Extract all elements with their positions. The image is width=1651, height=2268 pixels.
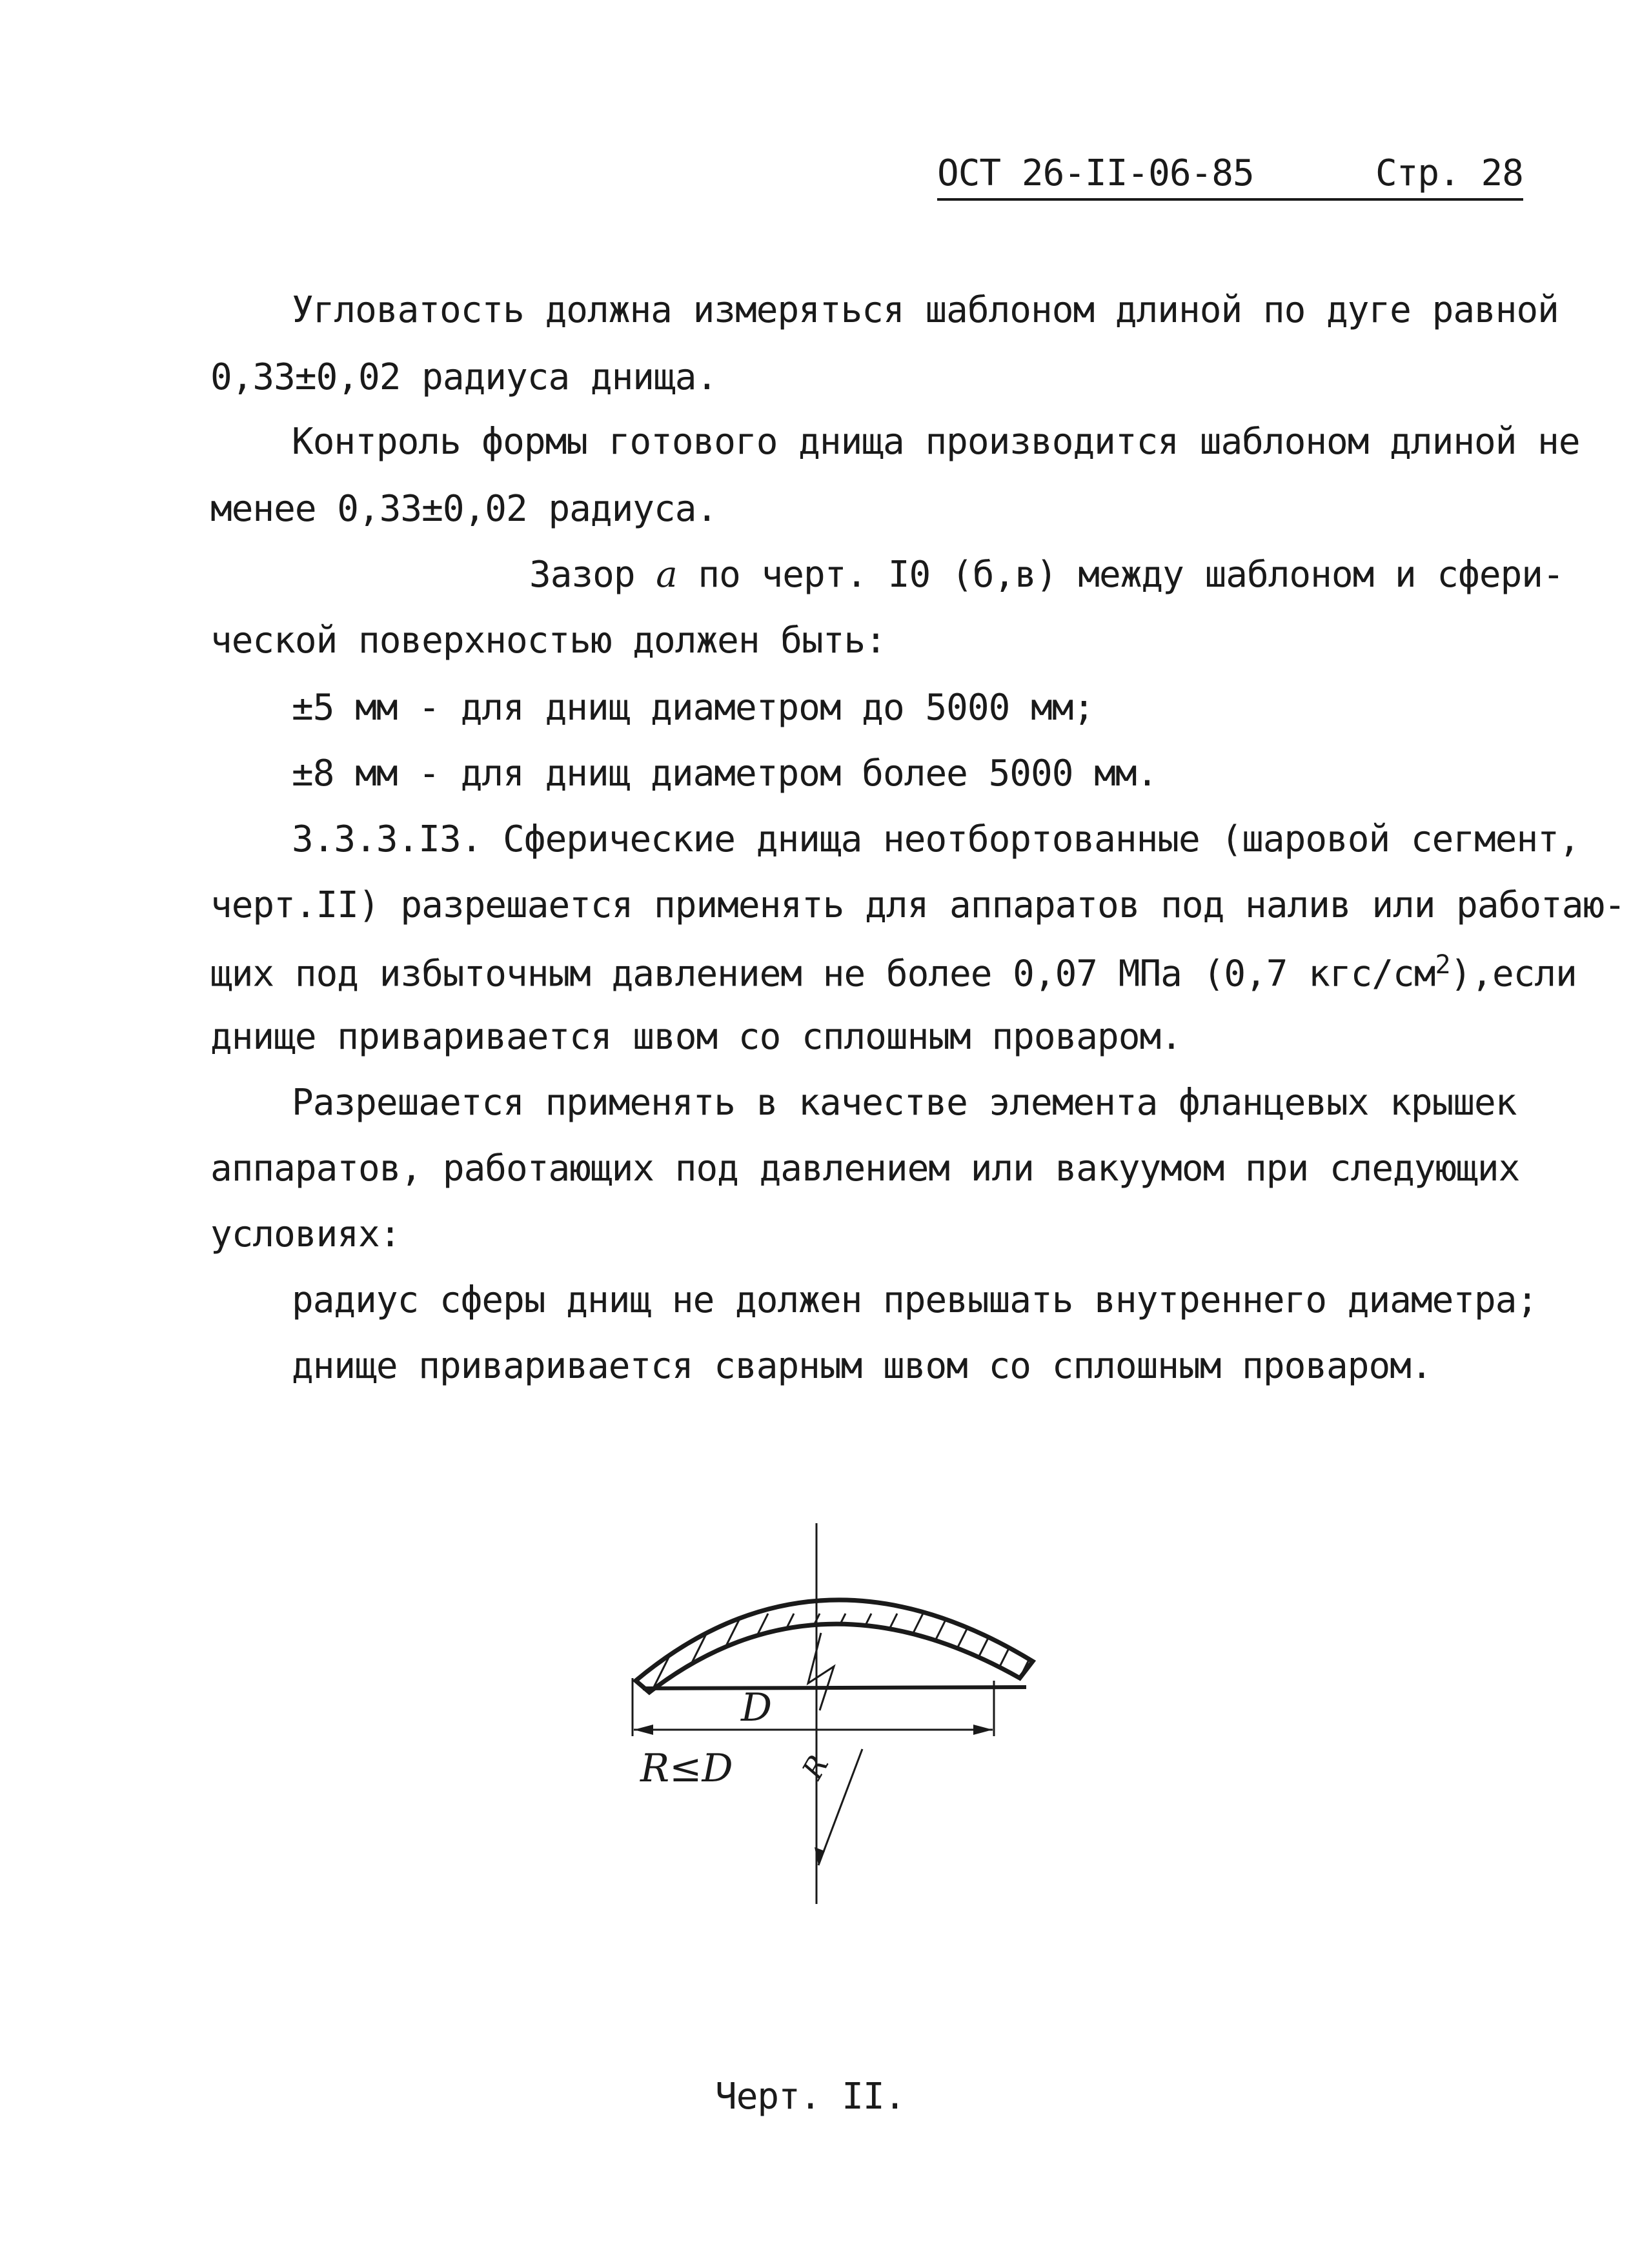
text-line-17: днище приваривается сварным швом со сплошным проваром. bbox=[292, 1345, 1432, 1387]
radius-break-line bbox=[808, 1633, 834, 1710]
gap-prefix: Зазор bbox=[529, 554, 635, 596]
text-line-7: ±5 мм - для днищ диаметром до 5000 мм; bbox=[292, 687, 1095, 729]
text-line-3: Контроль формы готового днища производится шаблоном длиной не bbox=[292, 421, 1580, 463]
text-line-4: менее 0,33±0,02 радиуса. bbox=[210, 488, 718, 530]
drawing-caption: Черт. II. bbox=[715, 2076, 906, 2118]
text-line-5 bbox=[529, 554, 1564, 596]
diameter-label: D bbox=[741, 1685, 773, 1730]
text-line-16: радиус сферы днищ не должен превышать внутреннего диаметра; bbox=[292, 1279, 1538, 1321]
radius-condition-label: R≤D bbox=[640, 1746, 733, 1791]
text-line-13: Разрешается применять в качестве элемента фланцевых крышек bbox=[292, 1082, 1517, 1124]
gap-rest: по черт. I0 (б,в) между шаблоном и сфери- bbox=[698, 554, 1564, 596]
head-shell-outline bbox=[636, 1600, 1033, 1692]
superscript-two: 2 bbox=[1435, 950, 1450, 980]
text-line-14: аппаратов, работающих под давлением или вакуумом при следующих bbox=[210, 1148, 1520, 1190]
text-line-6: ческой поверхностью должен быть: bbox=[210, 620, 886, 662]
gap-symbol: а bbox=[656, 554, 677, 596]
text-line-10: черт.II) разрешается применять для аппаратов под налив или работаю- bbox=[210, 884, 1625, 926]
text-line-1: Угловатость должна измеряться шаблоном длиной по дуге равной bbox=[292, 289, 1559, 331]
text-line-11 bbox=[210, 950, 1577, 995]
text-line-8: ±8 мм - для днищ диаметром более 5000 мм. bbox=[292, 753, 1158, 795]
radius-label: R bbox=[796, 1750, 836, 1785]
document-code: ОСТ 26-II-06-85 bbox=[937, 152, 1254, 194]
text-line-9: 3.3.3.I3. Сферические днища неотбортованные (шаровой сегмент, bbox=[292, 818, 1580, 860]
text-line-2: 0,33±0,02 радиуса днища. bbox=[210, 356, 718, 398]
pressure-text: щих под избыточным давлением не более 0,07 МПа (0,7 кгс/см bbox=[210, 953, 1435, 995]
dimension-arrow-right bbox=[973, 1725, 993, 1735]
shell-hatching bbox=[645, 1614, 1052, 1704]
pressure-text-end: ),если bbox=[1450, 953, 1577, 995]
spherical-head-drawing bbox=[581, 1517, 1084, 1930]
dimension-arrow-left bbox=[634, 1725, 653, 1735]
chord-line bbox=[643, 1687, 1026, 1688]
text-line-12: днище приваривается швом со сплошным проваром. bbox=[210, 1016, 1182, 1058]
text-line-15: условиях: bbox=[210, 1213, 401, 1255]
page-header bbox=[937, 152, 1523, 201]
page-number: Стр. 28 bbox=[1375, 152, 1523, 194]
